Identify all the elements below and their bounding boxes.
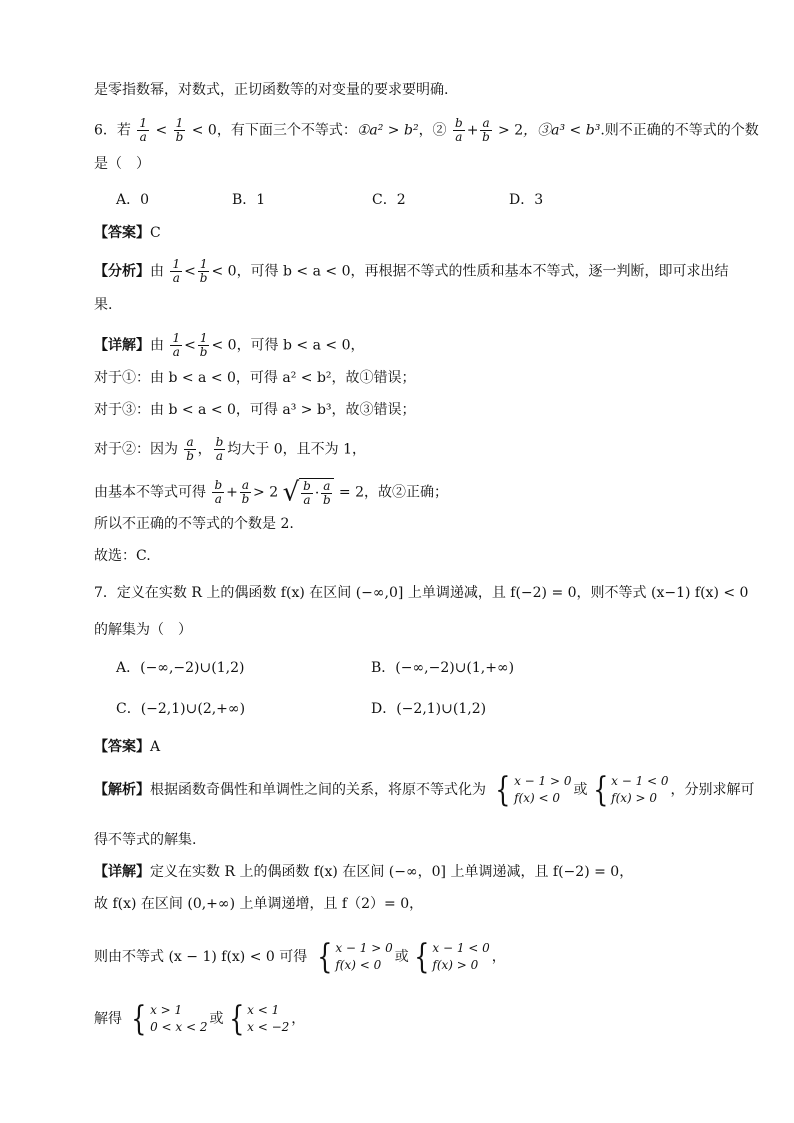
q7-option-a[interactable]: A．(−∞,−2)∪(1,2): [116, 660, 245, 676]
fraction-a-over-b: $\frac{a}{b}$: [323, 479, 331, 507]
q6-detail-a: 由: [150, 337, 164, 354]
analysis-tag: 【分析】: [94, 263, 150, 280]
fraction-b-over-a: $\frac{b}{a}$: [303, 479, 311, 507]
fraction-a-over-b: $\frac{a}{b}$: [482, 116, 490, 144]
detail-tag: 【详解】: [94, 864, 150, 880]
q7-answer-value: A: [150, 739, 161, 755]
q6-analysis-b: ，可得 b < a < 0，再根据不等式的性质和基本不等式，逐一判断，即可求出结: [236, 263, 729, 280]
q6-detail-2: [94, 436, 366, 463]
q6-analysis-line2: 果.: [94, 297, 113, 313]
q6-detail-2-a: 对于②：因为: [94, 441, 178, 458]
q6-detail-2b-a: 由基本不等式可得: [94, 484, 206, 501]
q6-detail-2b-c: = 2，故②正确；: [338, 484, 448, 501]
fraction-b-over-a: $\frac{b}{a}$: [455, 116, 463, 144]
q6-cond-tail: < 0: [191, 122, 217, 139]
fraction-1-over-a: $\frac{1}{a}$: [172, 257, 181, 285]
q6-option-b[interactable]: B．1: [232, 192, 266, 208]
q6-choose: 故选：C.: [94, 548, 151, 564]
answer-tag: 【答案】: [94, 739, 150, 755]
or-text: 或: [573, 782, 588, 798]
q7-answer: [94, 737, 160, 757]
fraction-1-over-b: $\frac{1}{b}$: [199, 331, 208, 359]
equation-system-1: { x − 1 > 0 f(x) < 0: [316, 937, 393, 977]
fraction-1-over-b: $\frac{1}{b}$: [199, 257, 208, 285]
q7-analysis-a: 根据函数奇偶性和单调性之间的关系，将原不等式化为: [150, 782, 486, 798]
q7-analysis-line2: 得不等式的解集.: [94, 832, 197, 848]
q6-option-a[interactable]: A．0: [116, 192, 150, 208]
q6-option-d[interactable]: D．3: [509, 192, 544, 208]
equation-system-2: { x − 1 < 0 f(x) > 0: [413, 937, 490, 977]
q7-option-b[interactable]: B．(−∞,−2)∪(1,+∞): [371, 660, 515, 676]
sqrt-expression: √ $\frac{b}{a}$ · $\frac{a}{b}$: [283, 478, 335, 507]
q6-statement-3: ，③a³ < b³: [523, 122, 601, 139]
q6-conclusion: 所以不正确的不等式的个数是 2.: [94, 516, 294, 532]
q7-analysis: [94, 770, 755, 810]
q7-stem-line2: 的解集为（ ）: [94, 622, 192, 638]
q6-question-tail: .则不正确的不等式的个数: [600, 122, 759, 139]
q6-answer: [94, 223, 161, 243]
q6-analysis-a: 由: [150, 263, 164, 280]
q6-detail-2b: 由基本不等式可得 $\frac{b}{a}$ + $\frac{a}{b}$ > 2 √ $\frac{b}{a}$ · $\frac{a}{b}$ = 2，故②正确；: [94, 477, 448, 508]
q6-statement-1: ①a² > b²: [356, 122, 419, 139]
q7-option-c[interactable]: C．(−2,1)∪(2,+∞): [116, 701, 246, 717]
q6-statement-2-tail: > 2: [498, 122, 524, 139]
q6-detail-3: 对于③：由 b < a < 0，可得 a³ > b³，故③错误；: [94, 402, 416, 418]
q6-detail-b: ，可得 b < a < 0，: [236, 337, 365, 354]
q7-solve-end: ，: [291, 1011, 306, 1027]
solution-system-1: { x > 1 0 < x < 2: [131, 999, 208, 1039]
fraction-1-over-a: $\frac{1}{a}$: [139, 116, 148, 144]
q6-detail-1: 对于①：由 b < a < 0，可得 a² < b²，故①错误；: [94, 370, 416, 386]
q7-detail-a: 定义在实数 R 上的偶函数 f(x) 在区间 (−∞，0] 上单调递减，且 f(−2) = 0，: [150, 864, 634, 880]
q6-detail-2-b: ，: [197, 441, 212, 458]
q6-detail-2b-b: > 2: [253, 484, 279, 501]
q7-detail: [94, 862, 633, 882]
q6-option-c[interactable]: C．2: [372, 192, 406, 208]
detail-tag: 【详解】: [94, 337, 150, 354]
fraction-a-over-b: $\frac{a}{b}$: [186, 435, 194, 463]
q7-detail-c-text: 则由不等式 (x − 1) f(x) < 0 可得: [94, 949, 308, 965]
q7-stem: 7．定义在实数 R 上的偶函数 f(x) 在区间 (−∞,0] 上单调递减，且 f(−2) = 0，则不等式 (x−1) f(x) < 0: [94, 585, 749, 601]
fraction-b-over-a: $\frac{b}{a}$: [214, 478, 223, 506]
q6-detail-2-c: 均大于 0，且不为 1，: [227, 441, 367, 458]
q7-detail-c-end: ，: [491, 949, 506, 965]
q6-detail: 【详解】由 $\frac{1}{a}$ < $\frac{1}{b}$ < 0，可得 b < a < 0，: [94, 331, 365, 359]
q6-number: 6．若: [94, 122, 131, 139]
q7-analysis-b: ，分别求解可: [670, 782, 755, 798]
equation-system-2: { x − 1 < 0 f(x) > 0: [592, 770, 669, 810]
intro-line: 是零指数幂，对数式，正切函数等的对变量的要求要明确.: [94, 82, 449, 98]
or-text: 或: [209, 1011, 224, 1027]
q7-detail-b: 故 f(x) 在区间 (0,+∞) 上单调递增，且 f（2）= 0，: [94, 896, 424, 912]
fraction-1-over-b: $\frac{1}{b}$: [175, 116, 184, 144]
q6-answer-value: C: [150, 225, 161, 241]
analysis-tag: 【解析】: [94, 782, 150, 798]
fraction-1-over-a: $\frac{1}{a}$: [172, 331, 181, 359]
q6-stem-line2: 是（ ）: [94, 156, 150, 172]
q6-stem: 6．若 $\frac{1}{a}$ < $\frac{1}{b}$ < 0，有下面三个不等式：①a² > b²，② $\frac{b}{a}$ + $\frac{a}{b}$ > 2，③a³ < b³.则不正确的不等式的个数: [94, 116, 759, 144]
q6-statement-2-label: ，②: [418, 122, 447, 139]
q6-analysis: 【分析】由 $\frac{1}{a}$ < $\frac{1}{b}$ < 0，可得 b < a < 0，再根据不等式的性质和基本不等式，逐一判断，即可求出结: [94, 257, 729, 285]
q7-solve: [94, 999, 306, 1039]
equation-system-1: { x − 1 > 0 f(x) < 0: [495, 770, 572, 810]
q7-solve-text: 解得: [94, 1011, 122, 1027]
solution-system-2: { x < 1 x < −2: [228, 999, 290, 1039]
q7-option-d[interactable]: D．(−2,1)∪(1,2): [371, 701, 487, 717]
fraction-a-over-b: $\frac{a}{b}$: [241, 478, 250, 506]
or-text: 或: [394, 949, 409, 965]
fraction-b-over-a: $\frac{b}{a}$: [215, 435, 224, 463]
answer-tag: 【答案】: [94, 225, 150, 241]
q6-stmt-intro: ，有下面三个不等式：: [216, 122, 357, 139]
q7-detail-c: [94, 937, 506, 977]
